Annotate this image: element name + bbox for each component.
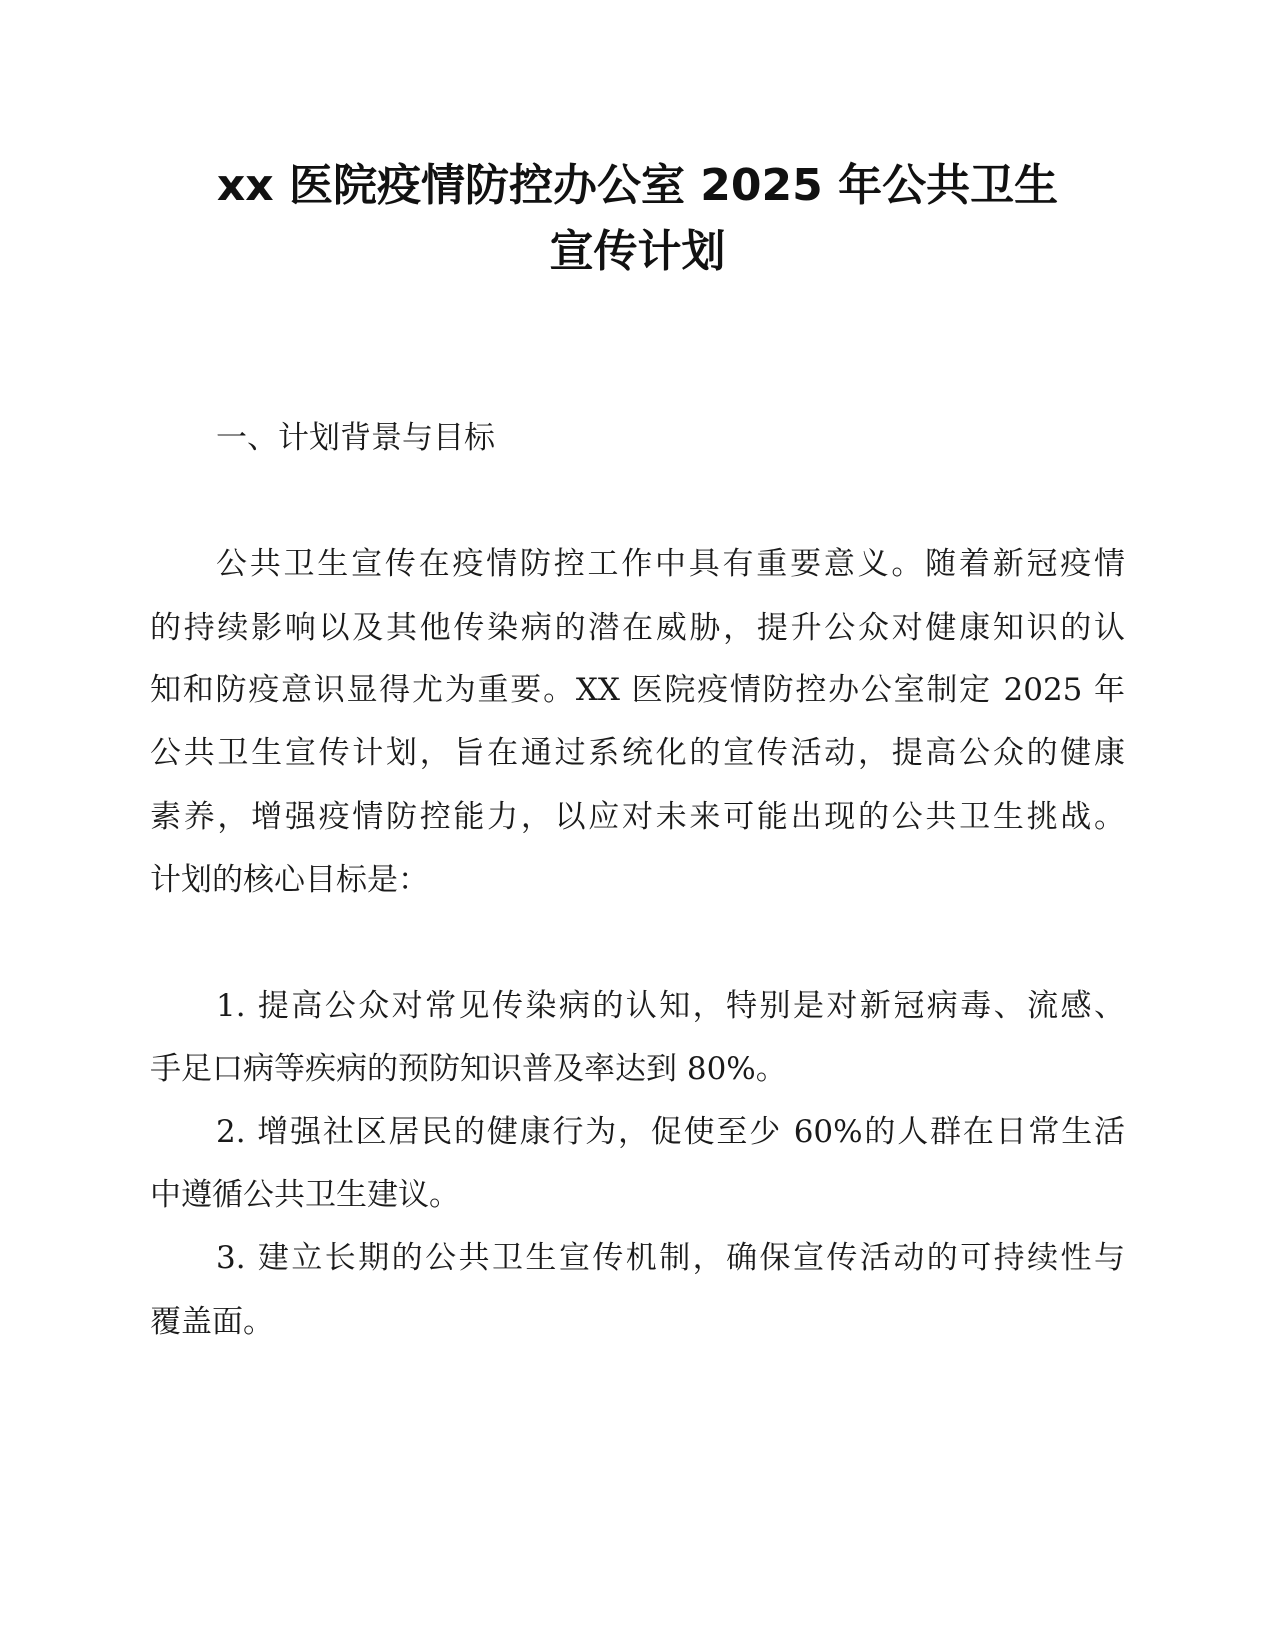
document-title-line-2: 宣传计划 [549,226,726,277]
intro-paragraph-line: 公共卫生宣传计划，旨在通过系统化的宣传活动，提高公众的健康 [150,735,1125,771]
goal-item-1-line-1: 1. 提高公众对常见传染病的认知，特别是对新冠病毒、流感、 [216,988,1125,1024]
intro-paragraph-line: 素养，增强疫情防控能力，以应对未来可能出现的公共卫生挑战。 [150,799,1125,835]
intro-paragraph-line: 公共卫生宣传在疫情防控工作中具有重要意义。随着新冠疫情 [216,546,1125,582]
document-title-line-1: xx 医院疫情防控办公室 2025 年公共卫生 [216,160,1059,211]
goal-item-3-line-2: 覆盖面。 [150,1304,274,1340]
goal-item-3-line-1: 3. 建立长期的公共卫生宣传机制，确保宣传活动的可持续性与 [216,1240,1125,1276]
goal-item-2-line-1: 2. 增强社区居民的健康行为，促使至少 60%的人群在日常生活 [216,1114,1125,1150]
intro-paragraph-line: 知和防疫意识显得尤为重要。XX 医院疫情防控办公室制定 2025 年 [150,672,1125,708]
goal-item-2-line-2: 中遵循公共卫生建议。 [150,1177,460,1213]
section-heading: 一、计划背景与目标 [216,420,495,456]
goal-item-1-line-2: 手足口病等疾病的预防知识普及率达到 80%。 [150,1051,787,1087]
intro-paragraph-line: 的持续影响以及其他传染病的潜在威胁，提升公众对健康知识的认 [150,610,1125,646]
intro-paragraph-line: 计划的核心目标是： [150,862,429,898]
